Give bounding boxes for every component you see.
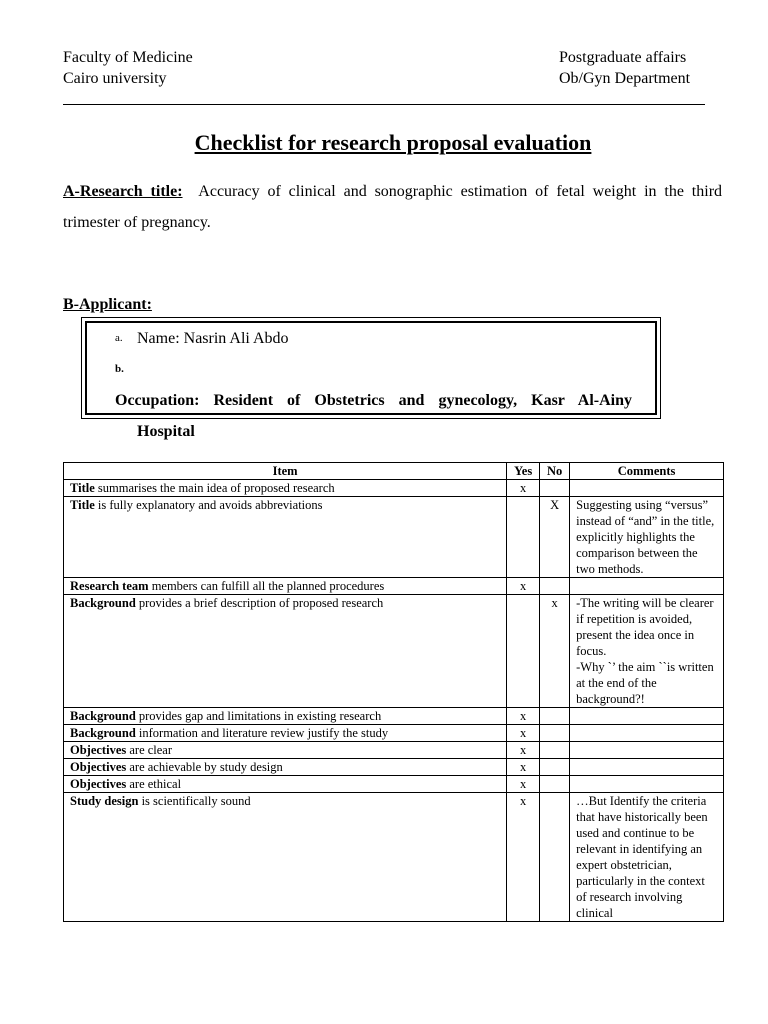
item-cell [64, 497, 507, 578]
list-marker: a. [115, 332, 123, 344]
applicant-name: Name: Nasrin Ali Abdo [137, 330, 289, 347]
university-name: Cairo university [63, 70, 167, 87]
table-header-row [64, 463, 724, 480]
comment-cell [570, 708, 724, 725]
yes-cell: x [507, 776, 540, 793]
column-header-comments: Comments [570, 463, 724, 480]
faculty-name: Faculty of Medicine [63, 49, 193, 66]
header-divider [63, 104, 705, 105]
applicant-box [81, 317, 661, 440]
header-right [559, 47, 690, 89]
item-cell [64, 793, 507, 922]
document-header [63, 47, 704, 107]
no-cell [540, 480, 570, 497]
item-text: provides gap and limitations in existing research [135, 709, 382, 723]
comment-cell: Suggesting using “versus” instead of “and” in the title, explicitly highlights the comparison between the two methods. [570, 497, 724, 578]
no-cell [540, 708, 570, 725]
item-keyword: Title [70, 498, 95, 512]
research-title-section [63, 176, 722, 238]
comment-cell [570, 480, 724, 497]
yes-cell: x [507, 708, 540, 725]
table-row [64, 595, 724, 708]
item-cell [64, 759, 507, 776]
item-text: is scientifically sound [138, 794, 251, 808]
comment-cell [570, 725, 724, 742]
table-row [64, 708, 724, 725]
comment-cell [570, 742, 724, 759]
item-cell [64, 578, 507, 595]
item-keyword: Study design [70, 794, 139, 808]
list-marker: b. [115, 363, 124, 375]
office-name: Postgraduate affairs [559, 49, 687, 66]
item-keyword: Background [70, 709, 136, 723]
item-text: provides a brief description of proposed research [135, 596, 384, 610]
comment-cell [570, 759, 724, 776]
no-cell [540, 759, 570, 776]
yes-cell: x [507, 742, 540, 759]
table-row [64, 480, 724, 497]
item-text: information and literature review justify the study [135, 726, 389, 740]
no-cell: X [540, 497, 570, 578]
applicant-occupation-item [115, 354, 635, 447]
item-cell [64, 742, 507, 759]
yes-cell: x [507, 793, 540, 922]
table-row [64, 793, 724, 922]
table-row [64, 578, 724, 595]
item-text: summarises the main idea of proposed research [94, 481, 335, 495]
comment-cell [570, 776, 724, 793]
department-name: Ob/Gyn Department [559, 70, 691, 87]
table-row [64, 742, 724, 759]
applicant-occupation-cont: Hospital [137, 423, 195, 440]
page-title: Checklist for research proposal evaluation [194, 130, 592, 155]
table-row [64, 776, 724, 793]
no-cell [540, 776, 570, 793]
research-title-text: Accuracy of clinical and sonographic estimation of fetal weight in the third trimester of pregnancy. [63, 183, 723, 231]
item-cell [64, 480, 507, 497]
no-cell [540, 578, 570, 595]
table-row [64, 497, 724, 578]
table-row [64, 759, 724, 776]
table-row [64, 725, 724, 742]
column-header-no: No [540, 463, 570, 480]
header-left [63, 47, 193, 89]
item-text: is fully explanatory and avoids abbreviations [94, 498, 323, 512]
yes-cell: x [507, 725, 540, 742]
comment-cell: …But Identify the criteria that have historically been used and continue to be relevant in identifying an expert obstetrician, particularly in the context of research involving clinical [570, 793, 724, 922]
no-cell: x [540, 595, 570, 708]
applicant-label: B-Applicant: [63, 296, 152, 313]
item-text: are clear [126, 743, 173, 757]
item-keyword: Objectives [70, 743, 127, 757]
item-keyword: Objectives [70, 777, 127, 791]
applicant-name-item [115, 323, 289, 354]
comment-cell: -The writing will be clearer if repetition is avoided, present the idea once in focus. -Why `’ the aim ``is written at the end of the background?! [570, 595, 724, 708]
item-text: are ethical [126, 777, 182, 791]
yes-cell [507, 497, 540, 578]
no-cell [540, 742, 570, 759]
checklist-table [63, 462, 724, 922]
item-cell [64, 776, 507, 793]
comment-cell [570, 578, 724, 595]
yes-cell: x [507, 759, 540, 776]
yes-cell [507, 595, 540, 708]
yes-cell: x [507, 578, 540, 595]
item-keyword: Background [70, 726, 136, 740]
item-keyword: Title [70, 481, 95, 495]
applicant-occupation: Occupation: Resident of Obstetrics and gynecology, Kasr Al-Ainy [115, 392, 632, 409]
item-keyword: Research team [70, 579, 149, 593]
column-header-item: Item [64, 463, 507, 480]
item-keyword: Objectives [70, 760, 127, 774]
column-header-yes: Yes [507, 463, 540, 480]
yes-cell: x [507, 480, 540, 497]
item-cell [64, 708, 507, 725]
research-title-label: A-Research title: [63, 183, 183, 200]
no-cell [540, 793, 570, 922]
item-cell [64, 725, 507, 742]
item-text: are achievable by study design [126, 760, 283, 774]
applicant-box-inner [85, 321, 657, 440]
no-cell [540, 725, 570, 742]
item-text: members can fulfill all the planned procedures [148, 579, 385, 593]
item-keyword: Background [70, 596, 136, 610]
item-cell [64, 595, 507, 708]
